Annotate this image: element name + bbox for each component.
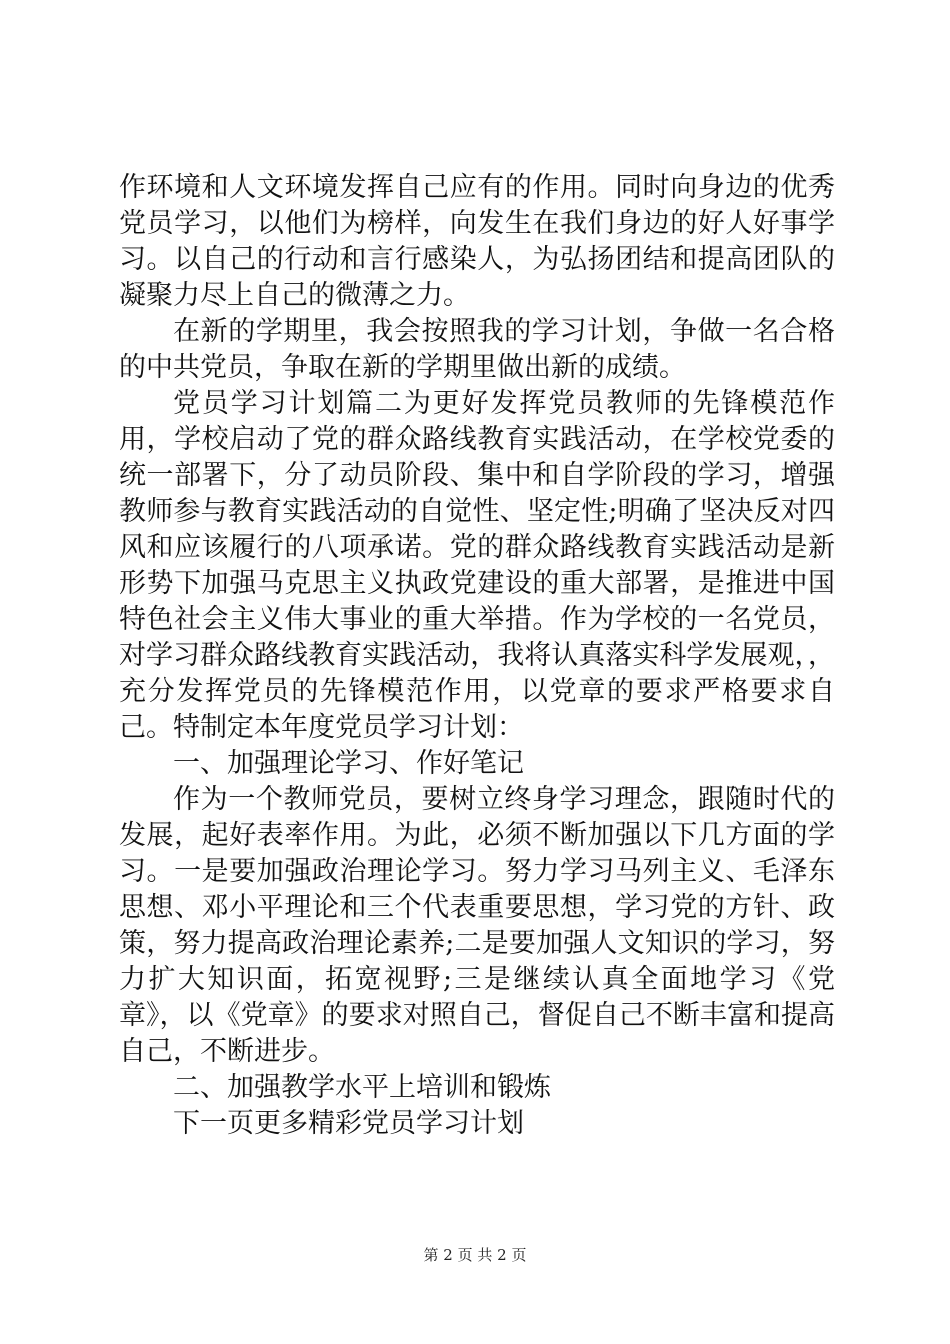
paragraph-new-semester: 在新的学期里，我会按照我的学习计划，争做一名合格的中共党员，争取在新的学期里做出新的成绩。 bbox=[119, 316, 835, 383]
next-page-link-text: 下一页更多精彩党员学习计划 bbox=[173, 1108, 524, 1139]
paragraph-plan-two: 党员学习计划篇二为更好发挥党员教师的先锋模范作用，学校启动了党的群众路线教育实践活动，在学校党委的统一部署下，分了动员阶段、集中和自学阶段的学习，增强教师参与教育实践活动的自觉性、坚定性;明确了坚决反对四风和应该履行的八项承诺。党的群众路线教育实践活动是新形势下加强马克思主义执政党建设的重大部署，是推进中国特色社会主义伟大事业的重大举措。作为学校的一名党员，对学习群众路线教育实践活动，我将认真落实科学发展观，，充分发挥党员的先锋模范作用，以党章的要求严格要求自己。特制定本年度党员学习计划： bbox=[119, 388, 835, 743]
section-heading-teaching-training: 二、加强教学水平上培训和锻炼 bbox=[173, 1072, 551, 1103]
section-heading-theory-study: 一、加强理论学习、作好笔记 bbox=[173, 748, 524, 779]
paragraph-continued: 作环境和人文环境发挥自己应有的作用。同时向身边的优秀党员学习，以他们为榜样，向发生在我们身边的好人好事学习。以自己的行动和言行感染人，为弘扬团结和提高团队的凝聚力尽上自己的微薄之力。 bbox=[119, 172, 835, 311]
document-body bbox=[119, 170, 835, 1142]
paragraph-lifelong-learning: 作为一个教师党员，要树立终身学习理念，跟随时代的发展，起好表率作用。为此，必须不断加强以下几方面的学习。一是要加强政治理论学习。努力学习马列主义、毛泽东思想、邓小平理论和三个代表重要思想，学习党的方针、政策，努力提高政治理论素养;二是要加强人文知识的学习，努力扩大知识面，拓宽视野;三是继续认真全面地学习《党章》，以《党章》的要求对照自己，督促自己不断丰富和提高自己，不断进步。 bbox=[119, 784, 835, 1067]
page-footer: 第 2 页 共 2 页 bbox=[423, 1246, 527, 1264]
